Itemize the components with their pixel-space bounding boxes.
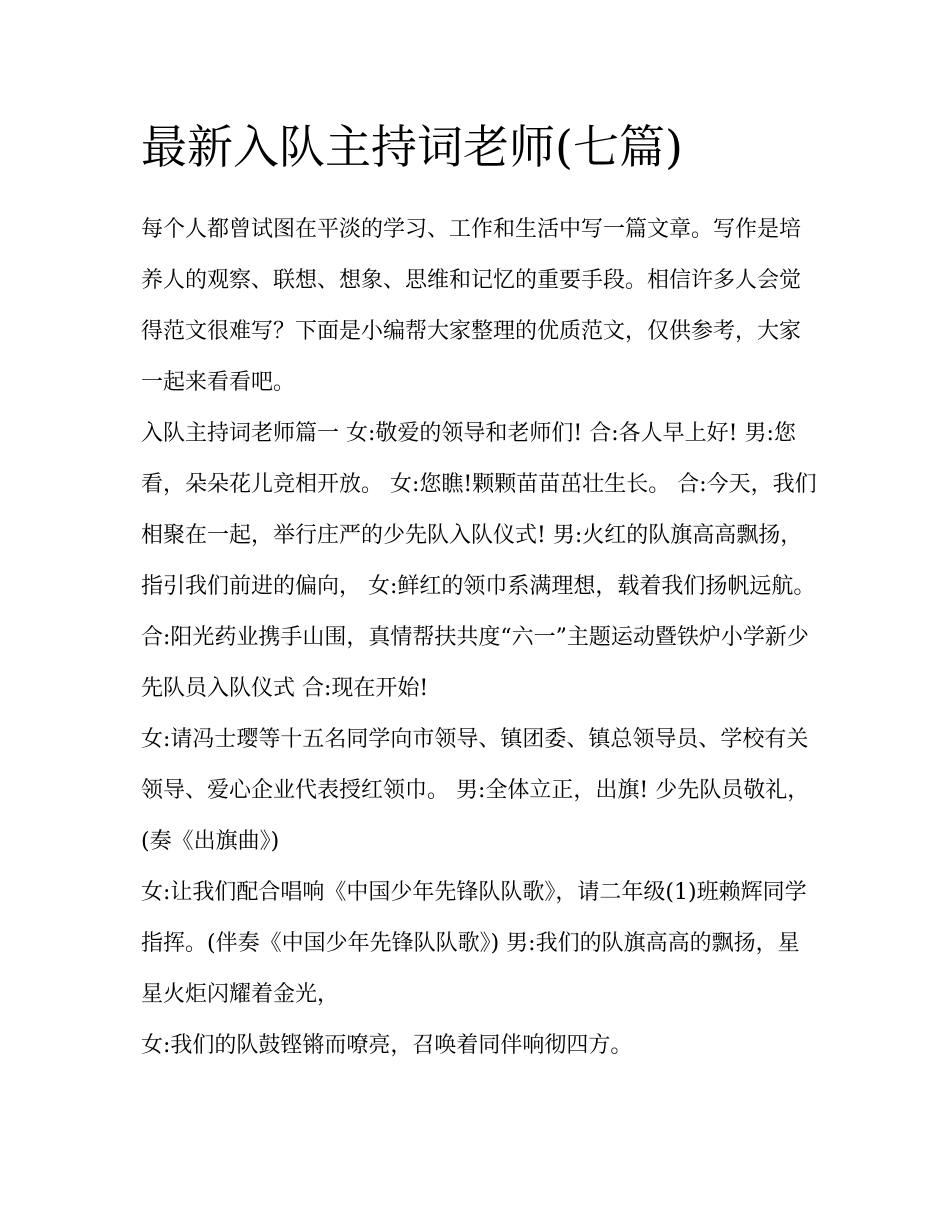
- paragraph-drum: 女:我们的队鼓铿锵而嘹亮，召唤着同伴响彻四方。: [141, 1033, 633, 1058]
- paragraph-opening: 入队主持词老师篇一 女:敬爱的领导和老师们! 合:各人早上好! 男:您看，朵朵花儿竞相开放。 女:您瞧!颗颗苗苗茁壮生长。 合:今天，我们相聚在一起，举行庄严的少先队入队仪式! 男:火红的队旗高高飘扬，指引我们前进的偏向， 女:鲜红的领巾系满理想，载着我们扬帆远航。: [141, 421, 817, 599]
- paragraph-anthem: 女:让我们配合唱响《中国少年先锋队队歌》，请二年级(1)班赖辉同学指挥。(伴奏《中国少年先锋队队歌》) 男:我们的队旗高高的飘扬，星星火炬闪耀着金光，: [141, 880, 807, 1007]
- paragraph-scarf-presentation: 女:请冯士璎等十五名同学向市领导、镇团委、镇总领导员、学校有关领导、爱心企业代表授红领巾。 男:全体立正，出旗! 少先队员敬礼，(奏《出旗曲》): [141, 727, 810, 854]
- paragraph-intro: 每个人都曾试图在平淡的学习、工作和生活中写一篇文章。写作是培养人的观察、联想、想象、思维和记忆的重要手段。相信许多人会觉得范文很难写？下面是小编帮大家整理的优质范文，仅供参考，大家一起来看看吧。: [141, 217, 802, 395]
- paragraph-ceremony-start: 合:阳光药业携手山围，真情帮扶共度“六一”主题运动暨铁炉小学新少先队员入队仪式 合:现在开始!: [141, 625, 809, 701]
- document-body: [141, 112, 821, 1071]
- document-title: 最新入队主持词老师(七篇): [141, 120, 683, 174]
